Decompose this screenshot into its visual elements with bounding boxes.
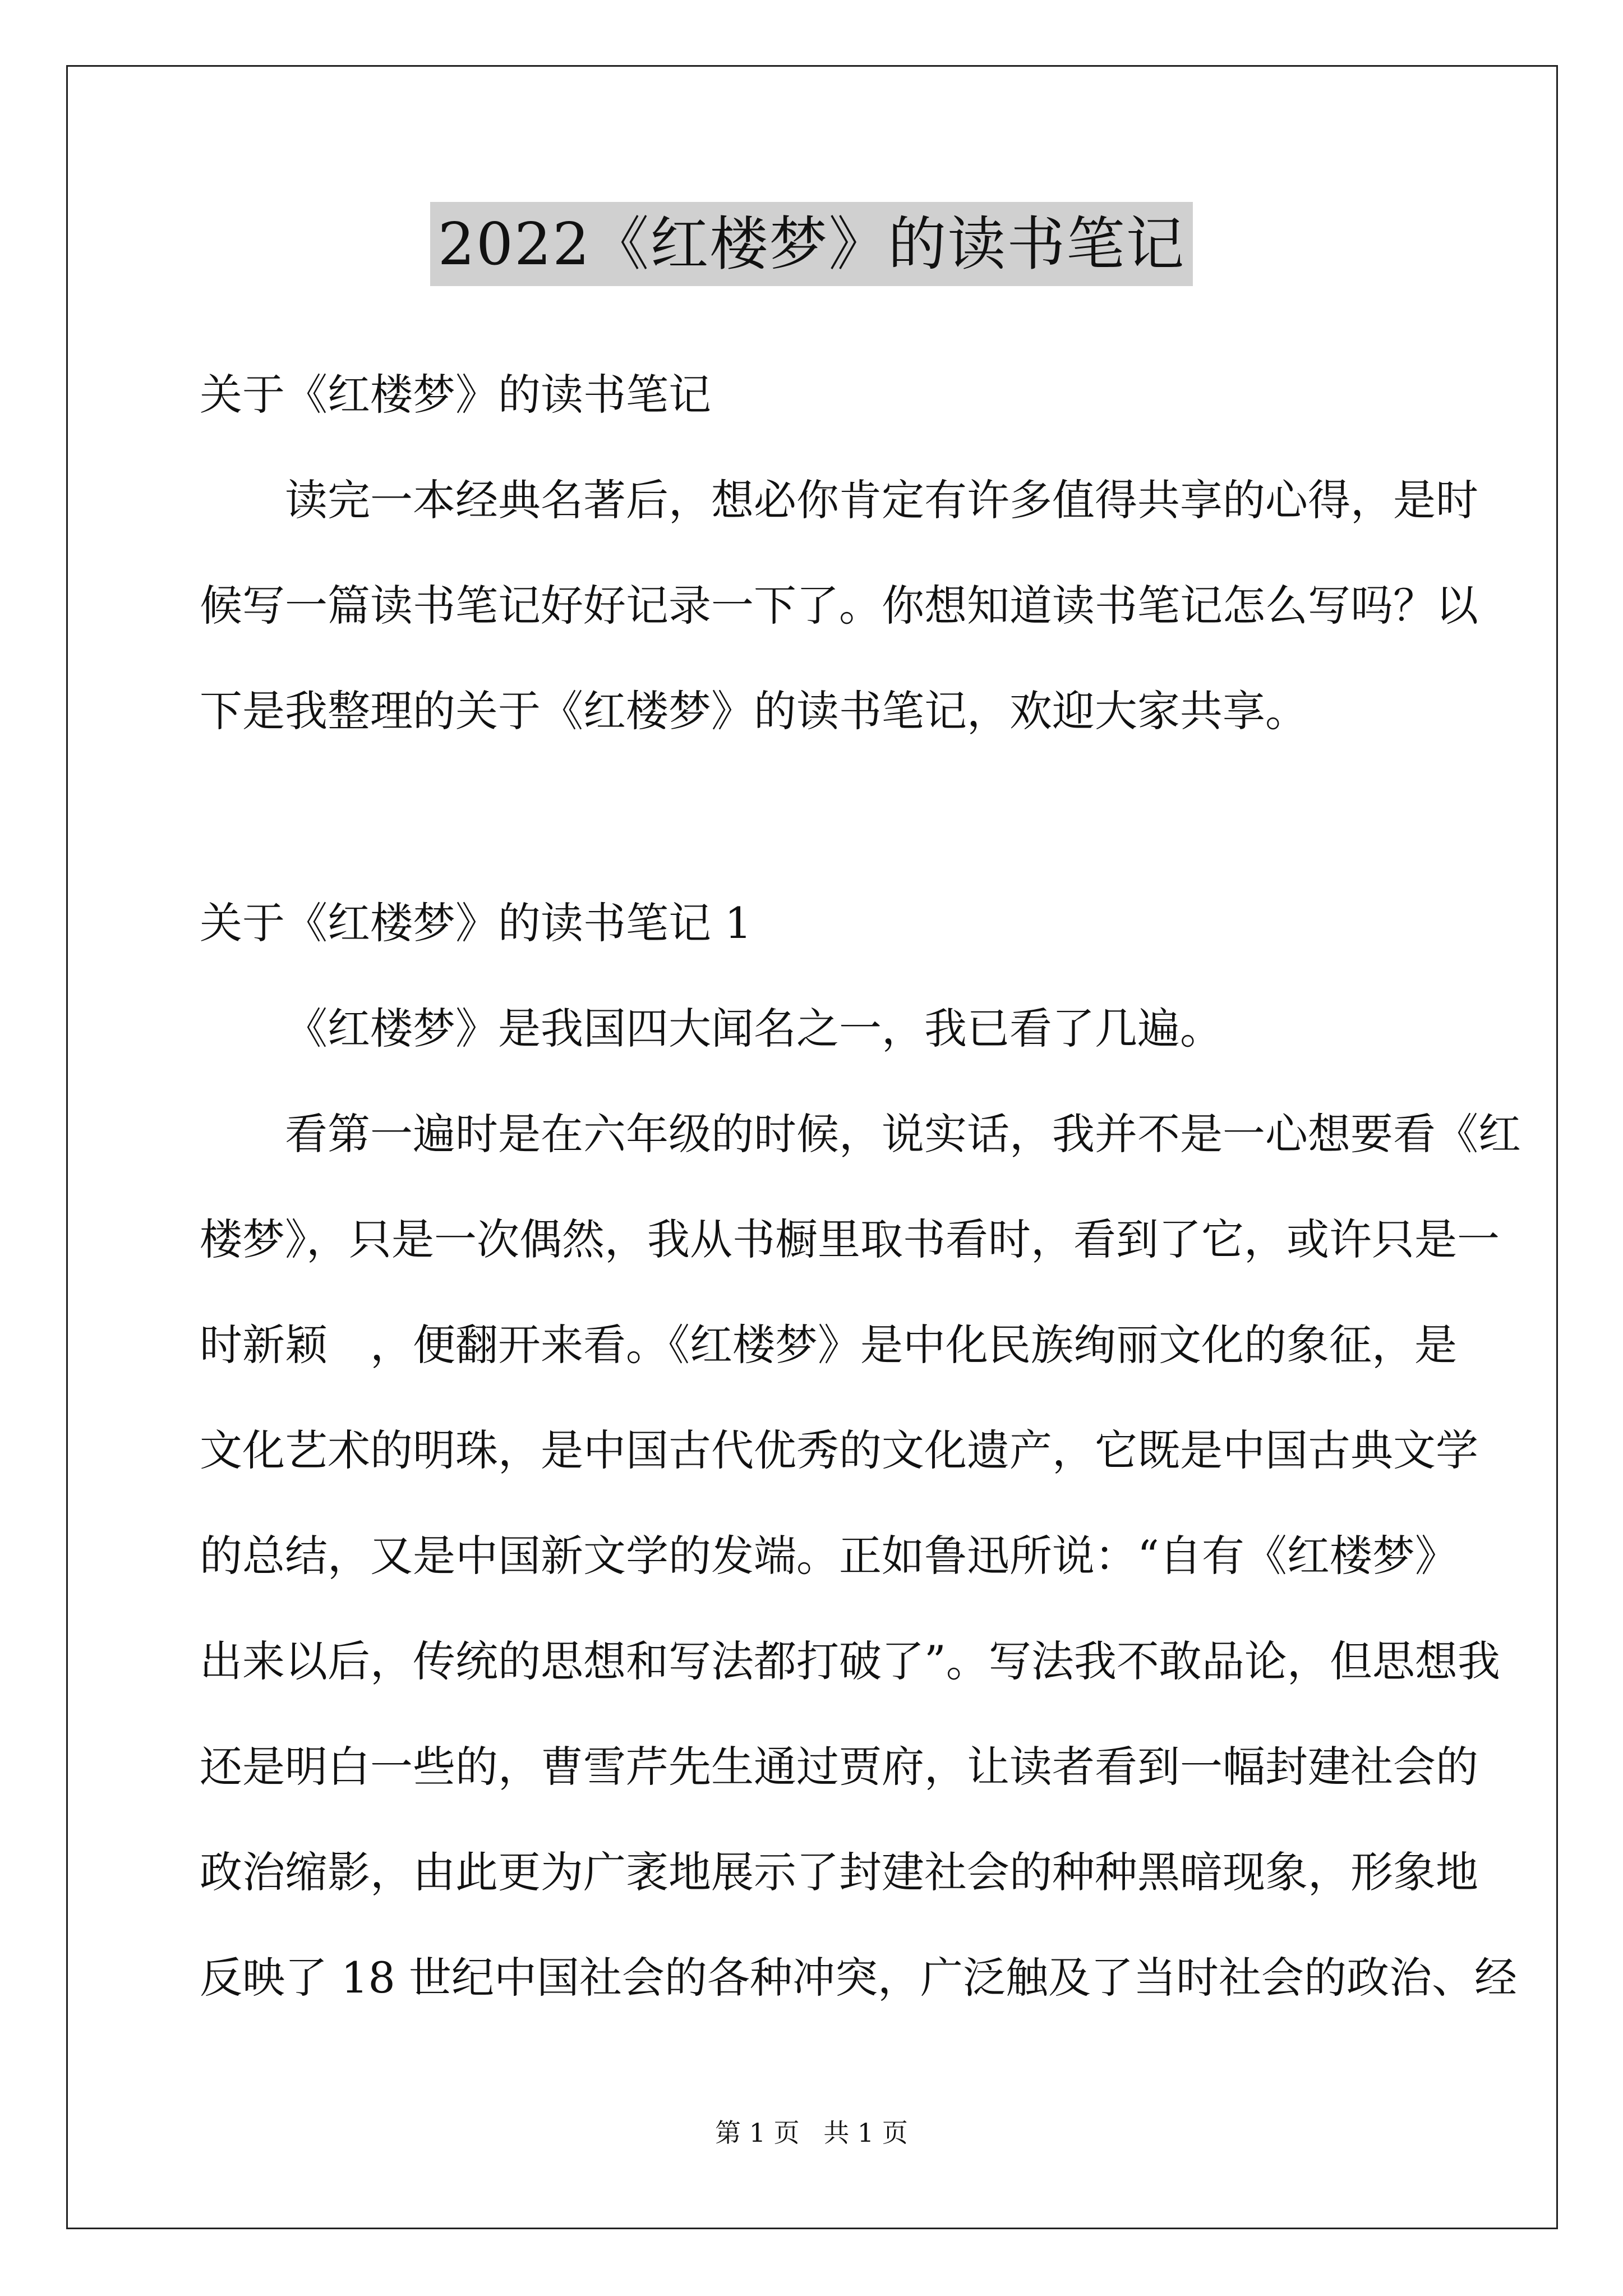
section-gap (200, 764, 1433, 871)
intro-paragraph (200, 448, 1478, 764)
intro-line: 下是我整理的关于《红楼梦》的读书笔记，欢迎大家共享。 (200, 686, 1308, 736)
paragraph-line: 看第一遍时是在六年级的时候，说实话，我并不是一心想要看《红 (285, 1109, 1521, 1159)
section1-paragraph-1: 《红楼梦》是我国四大闻名之一，我已看了几遍。 (285, 1004, 1223, 1053)
document-title: 2022《红楼梦》的读书笔记 (430, 202, 1193, 286)
intro-line: 读完一本经典名著后，想必你肯定有许多值得共享的心得，是时 (285, 475, 1478, 525)
paragraph-line: 文化艺术的明珠，是中国古代优秀的文化遗产，它既是中国古典文学 (200, 1425, 1478, 1475)
intro-line: 候写一篇读书笔记好好记录一下了。你想知道读书笔记怎么写吗？以 (200, 581, 1478, 631)
paragraph-line: 还是明白一些的，曹雪芹先生通过贾府，让读者看到一幅封建社会的 (200, 1742, 1478, 1792)
section1-paragraph-2 (200, 1082, 1521, 2031)
paragraph-line: 出来以后，传统的思想和写法都打破了”。写法我不敢品论，但思想我 (200, 1636, 1500, 1686)
paragraph-line: 楼梦》，只是一次偶然，我从书橱里取书看时，看到了它，或许只是一 (200, 1214, 1500, 1264)
paragraph-line: 时新颖 ，便翻开来看。《红楼梦》是中化民族绚丽文化的象征，是 (200, 1320, 1457, 1370)
paragraph-line: 反映了 18 世纪中国社会的各种冲突，广泛触及了当时社会的政治、经 (200, 1953, 1518, 2003)
paragraph-line: 政治缩影，由此更为广袤地展示了封建社会的种种黑暗现象，形象地 (200, 1847, 1478, 1897)
page-number: 第 1 页 (715, 2118, 800, 2148)
subtitle: 关于《红楼梦》的读书笔记 (200, 370, 711, 420)
document-body (200, 342, 1521, 2031)
page-total: 共 1 页 (823, 2118, 908, 2148)
page-footer (0, 2116, 1623, 2150)
section-heading: 关于《红楼梦》的读书笔记 1 (200, 898, 752, 948)
title-container (0, 202, 1623, 286)
paragraph-line: 的总结，又是中国新文学的发端。正如鲁迅所说：“自有《红楼梦》 (200, 1531, 1458, 1581)
